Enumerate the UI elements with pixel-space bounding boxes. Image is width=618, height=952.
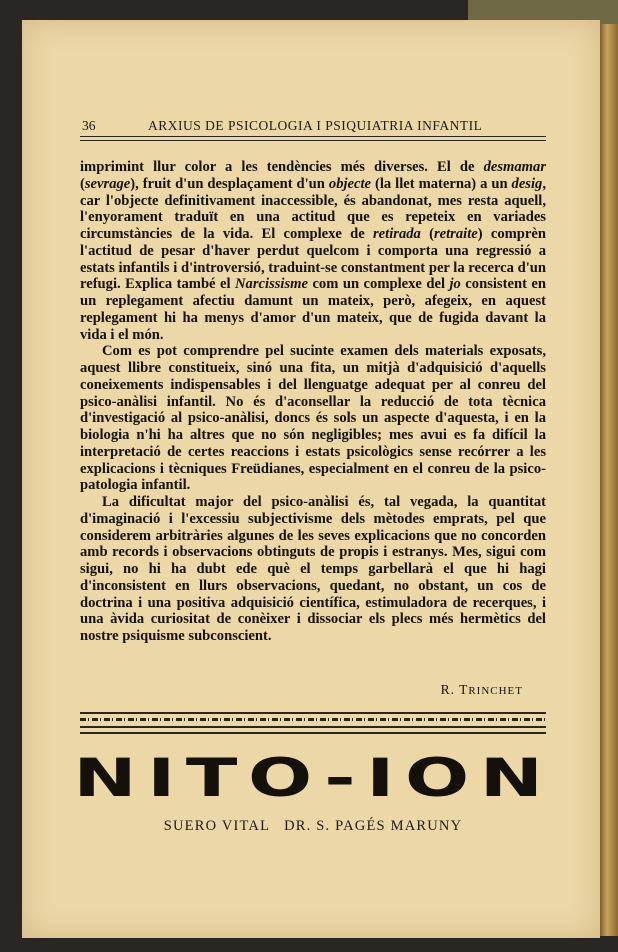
signature-initial: R. T [440,682,469,697]
italic-term: Narcissisme [235,276,308,293]
text-run: ( [420,226,434,242]
italic-term: desig [511,175,543,192]
italic-term: retraite [433,226,478,242]
header-rule-top [80,136,546,137]
text-run: ), fruit d'un desplaçament d'un [130,175,329,192]
divider-pattern [80,718,546,721]
article-body [80,159,546,645]
page-number: 36 [82,118,96,133]
text-run: , car l'objecte definitivament inaccessible, és abandonat, mes resta aquell, l'enyorament traduït en una actitud que es repeteix en variades circumstàncies de la vida. El complexe de [80,175,546,242]
paragraph-3: La dificultat major del psico-anàlisi és, tal vegada, la quantitat d'imaginació i l'excessiu subjectivisme dels mètodes emprats, pel que considerem arbitràries algunes de les seves explicacions que no concorden amb records i observacions obtinguts de propis i estranys. Mes, sigui com sigui, no hi ha dubt ede què el temps garbellarà el que hi hagi d'inconsistent en llurs observacions, quedant, no obstant, un cos de doctrina i una positiva adquisició científica, estimuladora de recerques, i una àvida curiositat de conèixer i dissociar els plecs més hermètics del nostre psiquisme subconscient. [80,494,546,644]
italic-term: jo [449,276,461,293]
journal-title: ARXIUS DE PSICOLOGIA I PSIQUIATRIA INFANTIL [148,118,483,133]
italic-term: retirada [373,226,421,242]
divider-middle [80,726,546,728]
paragraph-2: Com es pot comprendre pel sucinte examen dels materials exposats, aquest llibre constitueix, sinó una fita, un mitjà d'adquisició d'aquells coneixements indispensables i del llenguatge adequat per al conreu del psico-anàlisi infantil. No és d'aconsellar la reducció de tota tècnica d'investigació al psico-anàlisi, doncs és sols un aspecte d'aquesta, i en la biologia n'hi ha altres que no són negligibles; mes avui es fa difícil la interpretació de certes reaccions i estats psicològics sense recórrer a les explicacions i tècniques Freüdianes, especialment en el conreu de la psico-patologia infantil. [80,343,546,494]
italic-term: sevrage [84,175,131,192]
brand-name: NITO-ION [72,748,554,810]
italic-term: desmamar [483,159,546,175]
author-signature [441,682,523,698]
text-run: imprimint llur color a les tendències més diverses. El de [80,159,484,175]
book-spine [600,24,618,936]
text-run: consistent en un replegament afectiu damunt un mateix, però, afegeix, en aquest replegament hi ha menys d'amor d'un mateix, que de fugida davant la vida i el món. [80,276,546,343]
paragraph-1 [80,159,546,343]
advertisement-subtitle: SUERO VITAL DR. S. PAGÉS MARUNY [163,818,463,834]
advertisement-title [72,744,554,814]
text-run: ) comprèn l'actitud de pesar d'haver perdut quelcom i comporta una regressió a estats infantils i d'introversió, traduint-se constantment per la recerca d'un refugi. Explica també el [80,226,546,293]
divider-bottom [80,732,546,734]
divider-top [80,712,546,714]
italic-term: objecte [328,175,372,192]
text-run: ( [80,175,85,192]
text-run: (la llet materna) a un [371,175,512,192]
signature-rest: RINCHET [468,685,523,697]
text-run: com un complexe del [307,276,450,293]
header-rule-bottom [80,140,546,141]
